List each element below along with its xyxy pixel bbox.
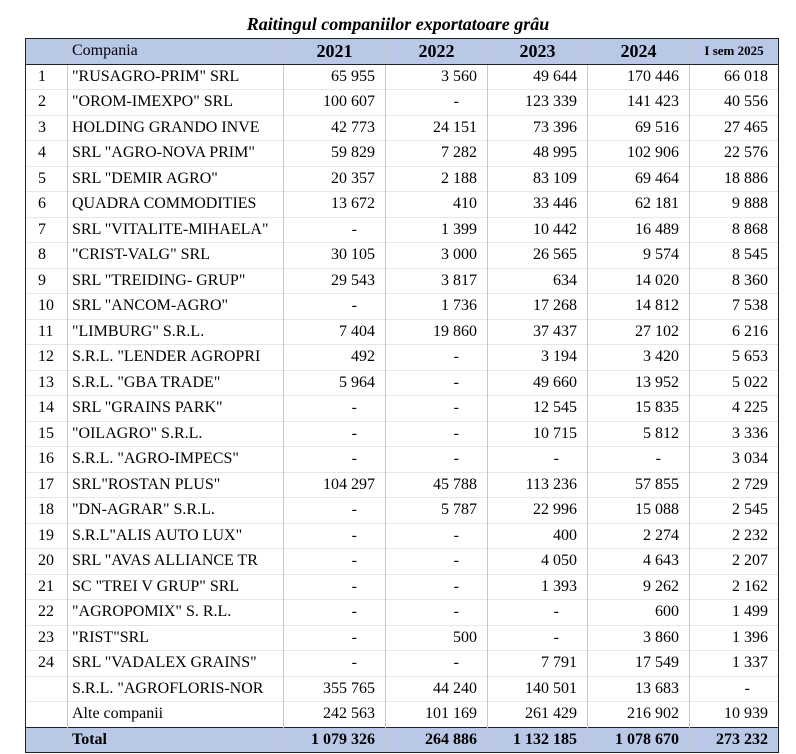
value-sem-2025: 10 939 bbox=[690, 702, 779, 728]
table-row bbox=[26, 166, 779, 192]
table-row bbox=[26, 192, 779, 218]
table-row bbox=[26, 447, 779, 473]
value-sem-2025: 22 576 bbox=[690, 141, 779, 167]
value-sem-2025: 3 336 bbox=[690, 421, 779, 447]
company-name: SRL "AVAS ALLIANCE TR bbox=[68, 549, 284, 575]
value-2022: - bbox=[386, 523, 488, 549]
value-2022: 19 860 bbox=[386, 319, 488, 345]
table-row bbox=[26, 268, 779, 294]
value-sem-2025: 3 034 bbox=[690, 447, 779, 473]
value-2022: 2 188 bbox=[386, 166, 488, 192]
value-sem-2025: 1 499 bbox=[690, 600, 779, 626]
value-2023: 261 429 bbox=[488, 702, 588, 728]
value-2021: - bbox=[284, 396, 386, 422]
value-2024: 13 952 bbox=[588, 370, 690, 396]
value-sem-2025: 2 232 bbox=[690, 523, 779, 549]
value-sem-2025: 4 225 bbox=[690, 396, 779, 422]
value-2023: - bbox=[488, 625, 588, 651]
value-2022: 3 560 bbox=[386, 64, 488, 90]
row-index: 15 bbox=[26, 421, 68, 447]
value-2024: - bbox=[588, 447, 690, 473]
row-index bbox=[26, 676, 68, 702]
table-row bbox=[26, 64, 779, 90]
company-name: HOLDING GRANDO INVE bbox=[68, 115, 284, 141]
value-sem-2025: 2 729 bbox=[690, 472, 779, 498]
row-index: 14 bbox=[26, 396, 68, 422]
value-2023: 33 446 bbox=[488, 192, 588, 218]
value-sem-2025: 8 360 bbox=[690, 268, 779, 294]
row-index: 19 bbox=[26, 523, 68, 549]
table-row bbox=[26, 90, 779, 116]
value-2024: 141 423 bbox=[588, 90, 690, 116]
value-2022: 500 bbox=[386, 625, 488, 651]
value-2024: 14 020 bbox=[588, 268, 690, 294]
value-2024: 600 bbox=[588, 600, 690, 626]
row-index: 20 bbox=[26, 549, 68, 575]
table-row bbox=[26, 396, 779, 422]
row-index: 11 bbox=[26, 319, 68, 345]
value-2021: 104 297 bbox=[284, 472, 386, 498]
total-sem-2025: 273 232 bbox=[690, 727, 779, 753]
value-2024: 216 902 bbox=[588, 702, 690, 728]
row-index: 13 bbox=[26, 370, 68, 396]
row-index bbox=[26, 702, 68, 728]
value-2024: 3 420 bbox=[588, 345, 690, 371]
value-2021: - bbox=[284, 447, 386, 473]
total-2021: 1 079 326 bbox=[284, 727, 386, 753]
row-index: 12 bbox=[26, 345, 68, 371]
total-label: Total bbox=[68, 727, 284, 753]
value-2022: 3 817 bbox=[386, 268, 488, 294]
total-index bbox=[26, 727, 68, 753]
row-index: 4 bbox=[26, 141, 68, 167]
table-row bbox=[26, 625, 779, 651]
table-row bbox=[26, 294, 779, 320]
value-2024: 14 812 bbox=[588, 294, 690, 320]
value-2021: - bbox=[284, 651, 386, 677]
table-row bbox=[26, 498, 779, 524]
company-name: SRL "GRAINS PARK" bbox=[68, 396, 284, 422]
row-index: 7 bbox=[26, 217, 68, 243]
value-2024: 69 516 bbox=[588, 115, 690, 141]
value-2024: 15 835 bbox=[588, 396, 690, 422]
value-2024: 16 489 bbox=[588, 217, 690, 243]
company-name: "OROM-IMEXPO" SRL bbox=[68, 90, 284, 116]
table-row bbox=[26, 702, 779, 728]
table-row bbox=[26, 676, 779, 702]
value-2023: 22 996 bbox=[488, 498, 588, 524]
value-2022: - bbox=[386, 651, 488, 677]
value-2022: 24 151 bbox=[386, 115, 488, 141]
value-sem-2025: 9 888 bbox=[690, 192, 779, 218]
table-row bbox=[26, 319, 779, 345]
value-2022: - bbox=[386, 549, 488, 575]
header-2023: 2023 bbox=[488, 39, 588, 65]
value-2023: 10 715 bbox=[488, 421, 588, 447]
value-2023: 17 268 bbox=[488, 294, 588, 320]
company-name: SRL"ROSTAN PLUS" bbox=[68, 472, 284, 498]
value-2021: - bbox=[284, 421, 386, 447]
value-2023: 400 bbox=[488, 523, 588, 549]
value-2021: - bbox=[284, 294, 386, 320]
value-2023: 83 109 bbox=[488, 166, 588, 192]
value-2021: 492 bbox=[284, 345, 386, 371]
company-name: SRL "VITALITE-MIHAELA" bbox=[68, 217, 284, 243]
row-index: 16 bbox=[26, 447, 68, 473]
company-name: SRL "DEMIR AGRO" bbox=[68, 166, 284, 192]
company-name: QUADRA COMMODITIES bbox=[68, 192, 284, 218]
value-2023: 12 545 bbox=[488, 396, 588, 422]
value-2021: - bbox=[284, 498, 386, 524]
value-2024: 57 855 bbox=[588, 472, 690, 498]
value-2021: 7 404 bbox=[284, 319, 386, 345]
header-2021: 2021 bbox=[284, 39, 386, 65]
table-row bbox=[26, 243, 779, 269]
row-index: 24 bbox=[26, 651, 68, 677]
value-2022: 45 788 bbox=[386, 472, 488, 498]
value-2022: - bbox=[386, 574, 488, 600]
value-2021: - bbox=[284, 217, 386, 243]
value-sem-2025: 1 337 bbox=[690, 651, 779, 677]
header-2022: 2022 bbox=[386, 39, 488, 65]
company-name: S.R.L. "GBA TRADE" bbox=[68, 370, 284, 396]
total-2023: 1 132 185 bbox=[488, 727, 588, 753]
value-2023: 113 236 bbox=[488, 472, 588, 498]
company-name: S.R.L. "AGRO-IMPECS" bbox=[68, 447, 284, 473]
company-name: S.R.L. "LENDER AGROPRI bbox=[68, 345, 284, 371]
value-2024: 9 574 bbox=[588, 243, 690, 269]
value-2023: 73 396 bbox=[488, 115, 588, 141]
company-name: "RIST"SRL bbox=[68, 625, 284, 651]
value-2024: 17 549 bbox=[588, 651, 690, 677]
value-2024: 4 643 bbox=[588, 549, 690, 575]
value-2023: 3 194 bbox=[488, 345, 588, 371]
company-name: SRL "AGRO-NOVA PRIM" bbox=[68, 141, 284, 167]
value-2021: - bbox=[284, 574, 386, 600]
total-row bbox=[26, 727, 779, 753]
value-2022: 5 787 bbox=[386, 498, 488, 524]
row-index: 17 bbox=[26, 472, 68, 498]
value-2022: 410 bbox=[386, 192, 488, 218]
value-2022: - bbox=[386, 421, 488, 447]
row-index: 2 bbox=[26, 90, 68, 116]
table-row bbox=[26, 141, 779, 167]
value-sem-2025: 6 216 bbox=[690, 319, 779, 345]
value-2022: - bbox=[386, 370, 488, 396]
table-row bbox=[26, 217, 779, 243]
value-2023: 634 bbox=[488, 268, 588, 294]
value-2021: - bbox=[284, 549, 386, 575]
row-index: 8 bbox=[26, 243, 68, 269]
value-2022: 3 000 bbox=[386, 243, 488, 269]
value-sem-2025: 18 886 bbox=[690, 166, 779, 192]
company-name: S.R.L"ALIS AUTO LUX" bbox=[68, 523, 284, 549]
value-2022: 44 240 bbox=[386, 676, 488, 702]
value-2023: 7 791 bbox=[488, 651, 588, 677]
table-row bbox=[26, 549, 779, 575]
company-name: "AGROPOMIX" S. R.L. bbox=[68, 600, 284, 626]
header-row bbox=[26, 39, 779, 65]
value-sem-2025: 5 653 bbox=[690, 345, 779, 371]
value-sem-2025: 40 556 bbox=[690, 90, 779, 116]
value-2021: 242 563 bbox=[284, 702, 386, 728]
row-index: 23 bbox=[26, 625, 68, 651]
value-2024: 3 860 bbox=[588, 625, 690, 651]
value-2024: 27 102 bbox=[588, 319, 690, 345]
value-2021: - bbox=[284, 625, 386, 651]
row-index: 22 bbox=[26, 600, 68, 626]
value-2024: 69 464 bbox=[588, 166, 690, 192]
row-index: 1 bbox=[26, 64, 68, 90]
total-2024: 1 078 670 bbox=[588, 727, 690, 753]
value-2022: 1 736 bbox=[386, 294, 488, 320]
value-2023: 37 437 bbox=[488, 319, 588, 345]
value-sem-2025: 2 162 bbox=[690, 574, 779, 600]
value-2022: - bbox=[386, 90, 488, 116]
value-2021: 100 607 bbox=[284, 90, 386, 116]
value-2022: - bbox=[386, 396, 488, 422]
value-2023: 49 644 bbox=[488, 64, 588, 90]
value-sem-2025: 7 538 bbox=[690, 294, 779, 320]
value-2021: 5 964 bbox=[284, 370, 386, 396]
row-index: 6 bbox=[26, 192, 68, 218]
value-2022: 101 169 bbox=[386, 702, 488, 728]
company-name: SRL "VADALEX GRAINS" bbox=[68, 651, 284, 677]
company-name: "DN-AGRAR" S.R.L. bbox=[68, 498, 284, 524]
value-sem-2025: - bbox=[690, 676, 779, 702]
export-ranking-table bbox=[25, 38, 779, 753]
value-2023: 26 565 bbox=[488, 243, 588, 269]
value-2021: 13 672 bbox=[284, 192, 386, 218]
value-2024: 15 088 bbox=[588, 498, 690, 524]
value-2023: 48 995 bbox=[488, 141, 588, 167]
value-2022: 7 282 bbox=[386, 141, 488, 167]
value-2021: 65 955 bbox=[284, 64, 386, 90]
value-2021: 59 829 bbox=[284, 141, 386, 167]
header-company: Compania bbox=[68, 39, 284, 65]
value-2024: 170 446 bbox=[588, 64, 690, 90]
table-row bbox=[26, 574, 779, 600]
company-name: "CRIST-VALG" SRL bbox=[68, 243, 284, 269]
value-2023: - bbox=[488, 447, 588, 473]
value-sem-2025: 2 545 bbox=[690, 498, 779, 524]
value-2021: 30 105 bbox=[284, 243, 386, 269]
row-index: 21 bbox=[26, 574, 68, 600]
value-2022: - bbox=[386, 345, 488, 371]
company-name: SC "TREI V GRUP" SRL bbox=[68, 574, 284, 600]
value-sem-2025: 66 018 bbox=[690, 64, 779, 90]
company-name: "OILAGRO" S.R.L. bbox=[68, 421, 284, 447]
header-sem-2025: I sem 2025 bbox=[690, 39, 779, 65]
value-2023: 49 660 bbox=[488, 370, 588, 396]
value-2021: - bbox=[284, 600, 386, 626]
total-2022: 264 886 bbox=[386, 727, 488, 753]
row-index: 10 bbox=[26, 294, 68, 320]
header-index bbox=[26, 39, 68, 65]
value-2022: - bbox=[386, 600, 488, 626]
company-name: Alte companii bbox=[68, 702, 284, 728]
value-2023: 123 339 bbox=[488, 90, 588, 116]
value-sem-2025: 2 207 bbox=[690, 549, 779, 575]
row-index: 9 bbox=[26, 268, 68, 294]
table-row bbox=[26, 651, 779, 677]
company-name: SRL "TREIDING- GRUP" bbox=[68, 268, 284, 294]
value-2021: 20 357 bbox=[284, 166, 386, 192]
row-index: 5 bbox=[26, 166, 68, 192]
row-index: 3 bbox=[26, 115, 68, 141]
table-title: Raitingul companiilor exportatoare grâu bbox=[246, 14, 550, 34]
table-row bbox=[26, 600, 779, 626]
value-2022: 1 399 bbox=[386, 217, 488, 243]
table-row bbox=[26, 421, 779, 447]
value-2024: 62 181 bbox=[588, 192, 690, 218]
value-sem-2025: 27 465 bbox=[690, 115, 779, 141]
value-sem-2025: 8 868 bbox=[690, 217, 779, 243]
company-name: S.R.L. "AGROFLORIS-NOR bbox=[68, 676, 284, 702]
table-row bbox=[26, 345, 779, 371]
value-2022: - bbox=[386, 447, 488, 473]
table-row bbox=[26, 523, 779, 549]
value-2024: 13 683 bbox=[588, 676, 690, 702]
table-row bbox=[26, 472, 779, 498]
value-2021: - bbox=[284, 523, 386, 549]
value-sem-2025: 5 022 bbox=[690, 370, 779, 396]
header-2024: 2024 bbox=[588, 39, 690, 65]
company-name: SRL "ANCOM-AGRO" bbox=[68, 294, 284, 320]
value-2021: 355 765 bbox=[284, 676, 386, 702]
company-name: "RUSAGRO-PRIM" SRL bbox=[68, 64, 284, 90]
value-2024: 9 262 bbox=[588, 574, 690, 600]
table-row bbox=[26, 370, 779, 396]
value-2024: 5 812 bbox=[588, 421, 690, 447]
value-2023: 140 501 bbox=[488, 676, 588, 702]
value-2023: 1 393 bbox=[488, 574, 588, 600]
value-2023: 10 442 bbox=[488, 217, 588, 243]
value-2024: 102 906 bbox=[588, 141, 690, 167]
value-2023: 4 050 bbox=[488, 549, 588, 575]
value-2021: 29 543 bbox=[284, 268, 386, 294]
value-2021: 42 773 bbox=[284, 115, 386, 141]
row-index: 18 bbox=[26, 498, 68, 524]
table-row bbox=[26, 115, 779, 141]
value-sem-2025: 1 396 bbox=[690, 625, 779, 651]
value-2023: - bbox=[488, 600, 588, 626]
company-name: "LIMBURG" S.R.L. bbox=[68, 319, 284, 345]
value-2024: 2 274 bbox=[588, 523, 690, 549]
value-sem-2025: 8 545 bbox=[690, 243, 779, 269]
